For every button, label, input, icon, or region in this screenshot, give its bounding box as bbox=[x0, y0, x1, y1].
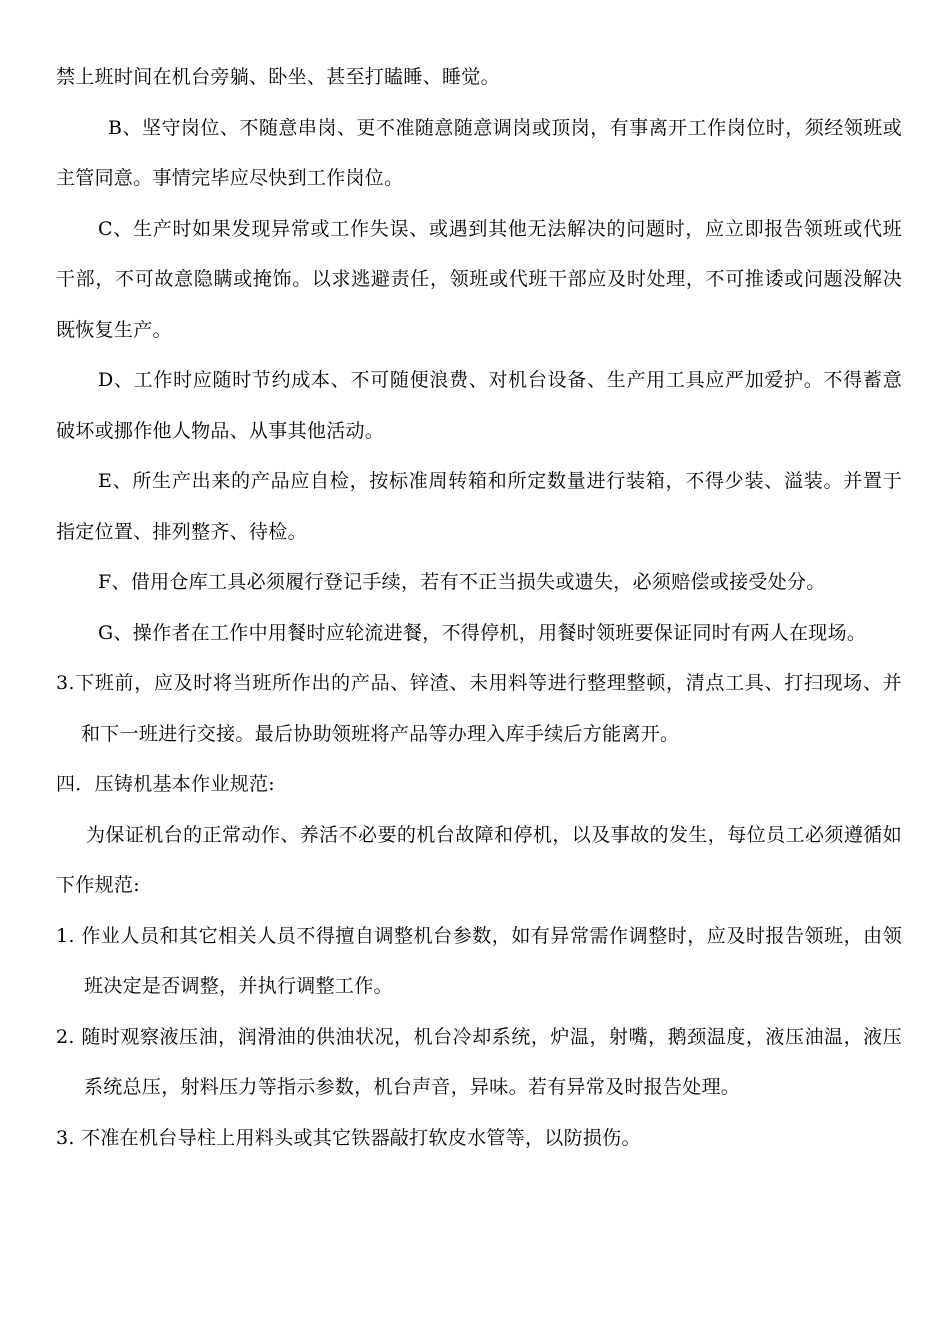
list-item-1: 1. 作业人员和其它相关人员不得擅自调整机台参数，如有异常需作调整时，应及时报告领班，由领班决定是否调整，并执行调整工作。 bbox=[56, 924, 902, 997]
document-page bbox=[56, 52, 902, 1163]
paragraph-intro: 为保证机台的正常动作、养活不必要的机台故障和停机，以及事故的发生，每位员工必须遵循如下作规范: bbox=[56, 823, 902, 896]
paragraph-continuation: 禁上班时间在机台旁躺、卧坐、甚至打瞌睡、睡觉。 bbox=[56, 66, 500, 88]
paragraph-item-b: B、坚守岗位、不随意串岗、更不准随意随意调岗或顶岗，有事离开工作岗位时，须经领班或主管同意。事情完毕应尽快到工作岗位。 bbox=[56, 116, 902, 189]
paragraph-item-g: G、操作者在工作中用餐时应轮流进餐，不得停机，用餐时领班要保证同时有两人在现场。 bbox=[98, 621, 867, 644]
paragraph-item-c: C、生产时如果发现异常或工作失误、或遇到其他无法解决的问题时，应立即报告领班或代班干部，不可故意隐瞒或掩饰。以求逃避责任，领班或代班干部应及时处理，不可推诿或问题没解决既恢复生产。 bbox=[56, 217, 902, 341]
section-heading-4: 四．压铸机基本作业规范: bbox=[56, 773, 276, 795]
paragraph-item-e: E、所生产出来的产品应自检，按标准周转箱和所定数量进行装箱，不得少装、溢装。并置于指定位置、排列整齐、待检。 bbox=[56, 470, 902, 543]
paragraph-item-d: D、工作时应随时节约成本、不可随便浪费、对机台设备、生产用工具应严加爱护。不得蓄意破坏或挪作他人物品、从事其他活动。 bbox=[56, 369, 902, 442]
paragraph-step-3: 3.下班前，应及时将当班所作出的产品、锌渣、未用料等进行整理整顿，清点工具、打扫现场、并和下一班进行交接。最后协助领班将产品等办理入库手续后方能离开。 bbox=[56, 672, 902, 745]
list-item-3: 3. 不准在机台导柱上用料头或其它铁器敲打软皮水管等，以防损伤。 bbox=[56, 1126, 641, 1149]
paragraph-item-f: F、借用仓库工具必须履行登记手续，若有不正当损失或遗失，必须赔偿或接受处分。 bbox=[98, 571, 826, 593]
list-item-2: 2. 随时观察液压油，润滑油的供油状况，机台冷却系统，炉温，射嘴，鹅颈温度，液压油温，液压系统总压，射料压力等指示参数，机台声音，异味。若有异常及时报告处理。 bbox=[56, 1025, 902, 1098]
